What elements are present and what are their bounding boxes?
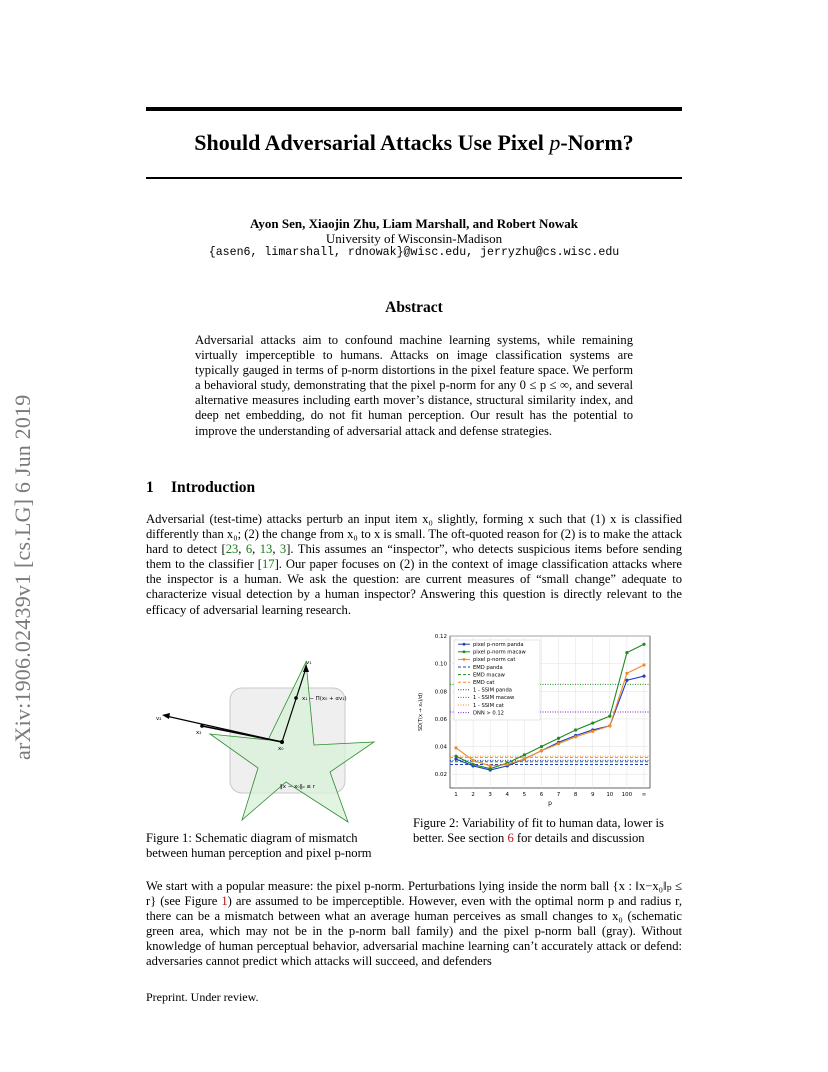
data-point <box>625 672 628 675</box>
figure-2-chart <box>412 630 656 810</box>
legend-entry: DNN > 0.12 <box>473 710 504 717</box>
author-emails: {asen6, limarshall, rdnowak}@wisc.edu, jerryzhu@cs.wisc.edu <box>208 246 620 259</box>
data-point <box>540 749 543 752</box>
legend-entry: 1 - SSIM panda <box>473 687 512 694</box>
data-point <box>557 737 560 740</box>
section-ref-link[interactable]: 6 <box>507 831 514 845</box>
x-tick-label: ∞ <box>641 792 647 798</box>
legend-entry: 1 - SSIM macaw <box>473 695 515 702</box>
data-point <box>557 742 560 745</box>
legend-entry: 1 - SSIM cat <box>473 702 504 709</box>
data-point <box>523 757 526 760</box>
data-point <box>625 651 628 654</box>
v2-arrowhead <box>162 713 170 719</box>
data-point <box>471 759 474 762</box>
data-point <box>454 755 457 758</box>
data-point <box>574 728 577 731</box>
x-tick-label: 5 <box>522 792 527 798</box>
norm-ball-label: ‖x − x₀‖ₚ ≤ r <box>280 784 316 790</box>
legend-entry: EMD cat <box>473 680 495 686</box>
abstract-text: Adversarial attacks aim to confound machine learning systems, while remaining virtually imperceptible to humans. Attacks on image classification systems are typically gauged in terms of p-norm distortions in the pixel feature space. We perform a behavioral study, demonstrating that the pixel p-norm for any 0 ≤ p ≤ ∞, and several alternative measures including earth mover’s distance, structural similarity index, and deep net embedding, do not fit human perception. Our result has the potential to improve the understanding of adversarial attack and defense strategies. <box>195 333 633 438</box>
human-perception-region <box>210 662 374 822</box>
affiliation: University of Wisconsin-Madison <box>325 231 503 246</box>
data-point <box>523 753 526 756</box>
figure-1-schematic <box>146 650 396 825</box>
x1-point <box>294 696 298 700</box>
legend-entry: EMD macaw <box>473 672 505 679</box>
figure-ref-link[interactable]: 1 <box>221 894 228 909</box>
y-tick-label: 0.04 <box>434 744 447 751</box>
legend-marker <box>463 658 466 661</box>
x-tick-label: 8 <box>573 792 578 798</box>
data-point <box>642 643 645 646</box>
x0-label: x₀ <box>278 746 284 752</box>
legend-entry: pixel p-norm cat <box>473 657 516 664</box>
x-axis-label: p <box>548 800 552 807</box>
x0-point <box>280 740 284 744</box>
legend-marker <box>463 643 466 646</box>
x-tick-label: 2 <box>471 792 475 798</box>
x-tick-label: 3 <box>488 792 492 798</box>
footer-note: Preprint. Under review. <box>146 990 259 1004</box>
citation-link[interactable]: 3 <box>279 542 287 557</box>
data-point <box>608 715 611 718</box>
y-tick-label: 0.06 <box>434 716 447 723</box>
legend-entry: pixel p-norm macaw <box>473 649 526 656</box>
y-axis-label: SD(T(x → x₀)/d) <box>418 692 424 732</box>
intro-paragraph: Adversarial (test-time) attacks perturb an input item x₀ slightly, forming x such that (1) x is classified differently than x₀; (2) the change from x₀ to x is small. The oft-quoted reason for (2) is to make the attack hard to detect [23, 6, 13, 3]. This assumes an “inspector”, who detects suspicious items before sending them to the classifier [17]. Our paper focuses on (2) in the context of image classification attacks where the inspector is a human. We ask the question: are current measures of “small change” adequate to characterize visual detection by a human inspector? Answering this question is directly relevant to the efficacy of adversarial learning research. <box>146 512 683 617</box>
x2-label: x₂ <box>196 730 202 736</box>
x-tick-label: 100 <box>621 792 633 798</box>
arxiv-identifier: arXiv:1906.02439v1 [cs.LG] 6 Jun 2019 <box>10 394 35 760</box>
x2-point <box>200 724 204 728</box>
title-top-rule <box>146 107 682 111</box>
data-point <box>454 757 457 760</box>
citation-link[interactable]: 17 <box>261 557 275 572</box>
author-list: Ayon Sen, Xiaojin Zhu, Liam Marshall, and Robert Nowak <box>249 216 579 231</box>
data-point <box>642 674 645 677</box>
v1-label: v₁ <box>306 660 312 666</box>
legend-entry: pixel p-norm panda <box>473 642 524 648</box>
section-heading-introduction: 1 Introduction <box>146 479 256 496</box>
data-point <box>506 763 509 766</box>
data-point <box>591 730 594 733</box>
data-point <box>489 764 492 767</box>
x-tick-label: 4 <box>505 792 510 798</box>
legend-entry: EMD panda <box>473 664 503 671</box>
y-tick-label: 0.02 <box>434 772 447 779</box>
paper-title: Should Adversarial Attacks Use Pixel p-Norm? <box>194 130 634 155</box>
figure-1-caption: Figure 1: Schematic diagram of mismatch between human perception and pixel p-norm <box>146 831 372 860</box>
data-point <box>471 763 474 766</box>
body-paragraph: We start with a popular measure: the pixel p-norm. Perturbations lying inside the norm ball {x : ‖x−x₀‖ₚ ≤ r} (see Figure 1) are assumed to be imperceptible. However, even with the optimal norm p and radius r, there can be a mismatch between what an average human perceives as small changes to x₀ (schematic green area, which may not be in the p-norm ball family) and the pixel p-norm ball (gray). Without knowledge of human perceptual behavior, adversarial machine learning can’t accurately attack or defend: adversaries cannot predict which attacks will succeed, and defenders <box>146 879 682 969</box>
x-tick-label: 10 <box>606 792 614 798</box>
title-bottom-rule <box>146 177 682 179</box>
data-point <box>574 735 577 738</box>
citation-link[interactable]: 6 <box>245 542 253 557</box>
data-point <box>454 746 457 749</box>
data-point <box>642 663 645 666</box>
abstract-heading: Abstract <box>385 299 443 316</box>
data-point <box>489 767 492 770</box>
projection-label: x₁ − Π(x₀ + αv₁) <box>302 696 347 702</box>
citation-link[interactable]: 13 <box>259 542 273 557</box>
data-point <box>540 745 543 748</box>
citation-link[interactable]: 23 <box>225 542 239 557</box>
legend-marker <box>463 650 466 653</box>
x-tick-label: 1 <box>454 792 458 798</box>
x-tick-label: 9 <box>590 792 595 798</box>
data-point <box>591 721 594 724</box>
data-point <box>625 679 628 682</box>
y-tick-label: 0.12 <box>434 634 447 640</box>
x-tick-label: 6 <box>539 792 544 798</box>
y-tick-label: 0.08 <box>434 689 447 696</box>
x-tick-label: 7 <box>556 792 561 798</box>
figure-2-caption: Figure 2: Variability of fit to human data, lower is better. See section 6 for details and discussion <box>413 816 664 845</box>
y-tick-label: 0.10 <box>434 661 447 668</box>
data-point <box>608 724 611 727</box>
v2-label: v₂ <box>156 716 162 722</box>
